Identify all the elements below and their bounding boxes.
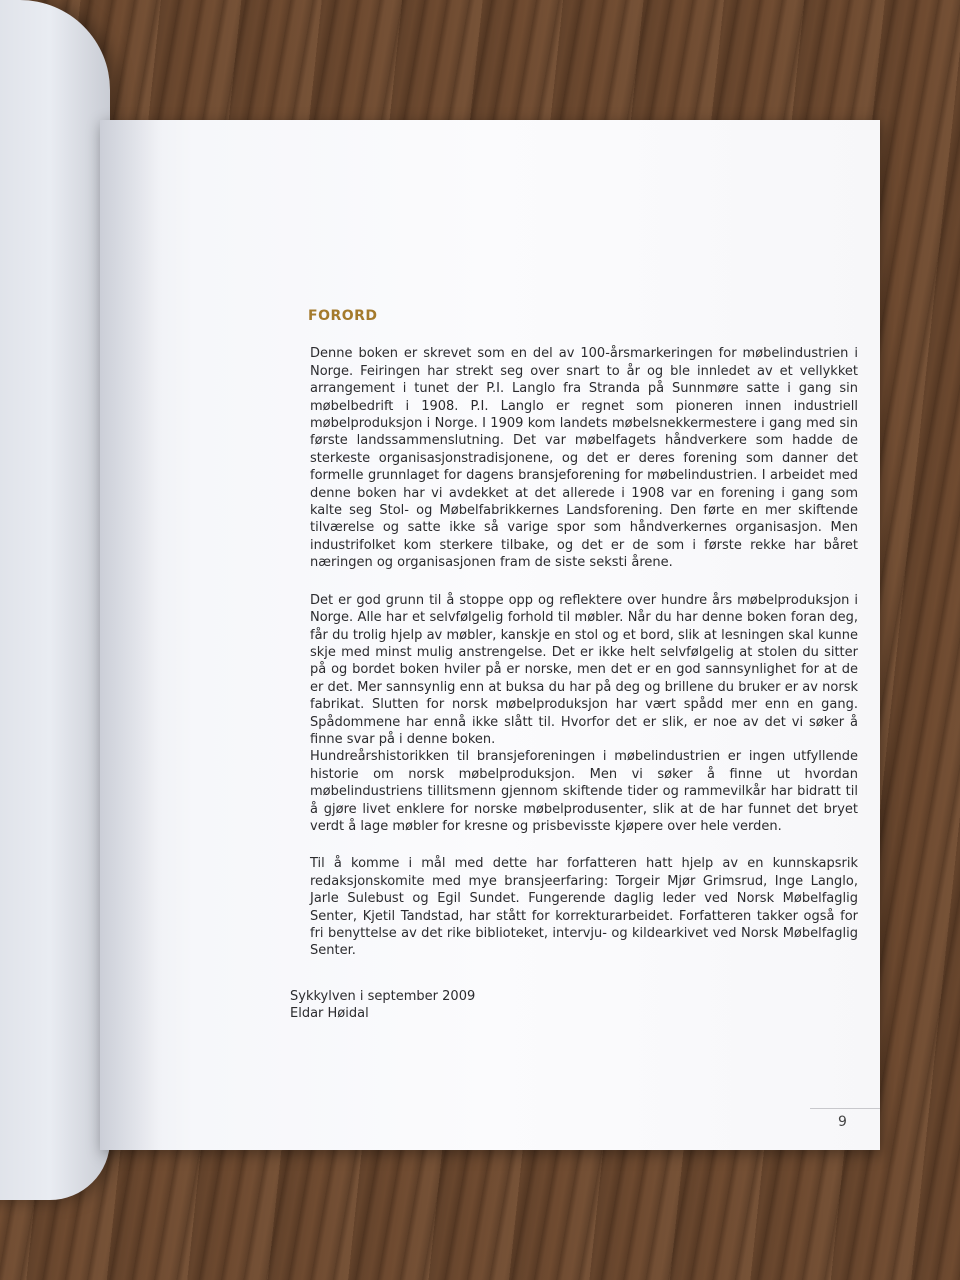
- signature-place-date: Sykkylven i september 2009: [290, 988, 476, 1004]
- signature: [290, 988, 858, 1023]
- paragraph-4: Til å komme i mål med dette har forfatteren hatt hjelp av en kunnskapsrik redaksjonskomite med mye bransjeerfaring: Torgeir Mjør Grimsrud, Inge Langlo, Jarle Sulebust og Egil Sundet. Fungerende daglig leder ved Norsk Møbelfaglig Senter, Kjetil Tandstad, har stått for korrekturarbeidet. Forfatteren takker også for fri benyttelse av det rike biblioteket, intervju- og kildearkivet ved Norsk Møbelfaglig Senter.: [310, 856, 858, 959]
- page-number: 9: [838, 1114, 847, 1130]
- left-page: [0, 0, 110, 1200]
- page-content: [290, 308, 858, 1023]
- page-title: FORORD: [308, 308, 378, 324]
- paragraph-2: Det er god grunn til å stoppe opp og reflektere over hundre års møbelproduksjon i Norge. Alle har et selvfølgelig forhold til møbler. Når du har denne boken foran deg, får du trolig hjelp av møbler, kanskje en stol og et bord, slik at lesningen skal kunne skje med minst mulig anstrengelse. Det er ikke helt selvfølgelig at stolen du sitter på og bordet boken hviler på er norske, men det er en god sannsynlighet for at de er det. Mer sannsynlig enn at buksa du har på deg og brillene du bruker er av norsk fabrikat. Slutten for norsk møbelproduksjon har vært spådd mer enn en gang. Spådommene har ennå ikke slått til. Hvorfor det er slik, er noe av det vi søker å finne svar på i denne boken.: [310, 592, 858, 747]
- footer-divider: [810, 1108, 880, 1109]
- gutter-shadow: [100, 120, 160, 1150]
- paragraph-3: Hundreårshistorikken til bransjeforeningen i møbelindustrien er ingen utfyllende historie om norsk møbelproduksjon. Men vi søker å finne ut hvordan møbelindustriens tillitsmenn gjennom skiftende tider og rammevilkår har bidratt til å gjøre livet enklere for norske møbelprodusenter, slik at de har funnet det bryet verdt å lage møbler for kresne og prisbevisste kjøpere over hele verden.: [310, 749, 858, 834]
- signature-author: Eldar Høidal: [290, 1006, 369, 1022]
- paragraph-1: Denne boken er skrevet som en del av 100-årsmarkeringen for møbelindustrien i Norge. Feiringen har strekt seg over snart to år og ble innledet av et vellykket arrangement i tunet der P.I. Langlo fra Stranda på Sunnmøre satte i gang sin møbelbedrift i 1908. P.I. Langlo er regnet som pioneren innen industriell møbelproduksjon i Norge. I 1909 kom landets møbelsnekkermestere i gang med sin første landssammenslutning. Det var møbelfagets håndverkere som hadde de sterkeste organisasjonstradisjonene, og det er deres forening som danner det formelle grunnlaget for dagens bransjeforening for møbelindustrien. I arbeidet med denne boken har vi avdekket at det allerede i 1908 var en forening i gang som kalte seg Stol- og Møbelfabrikkernes Landsforening. Den førte en mer skiftende tilværelse og satte ikke så varige spor som håndverkernes organisasjon. Men industrifolket kom sterkere tilbake, og det er de som i første rekke har båret næringen og organisasjonen fram de siste seksti årene.: [310, 346, 858, 571]
